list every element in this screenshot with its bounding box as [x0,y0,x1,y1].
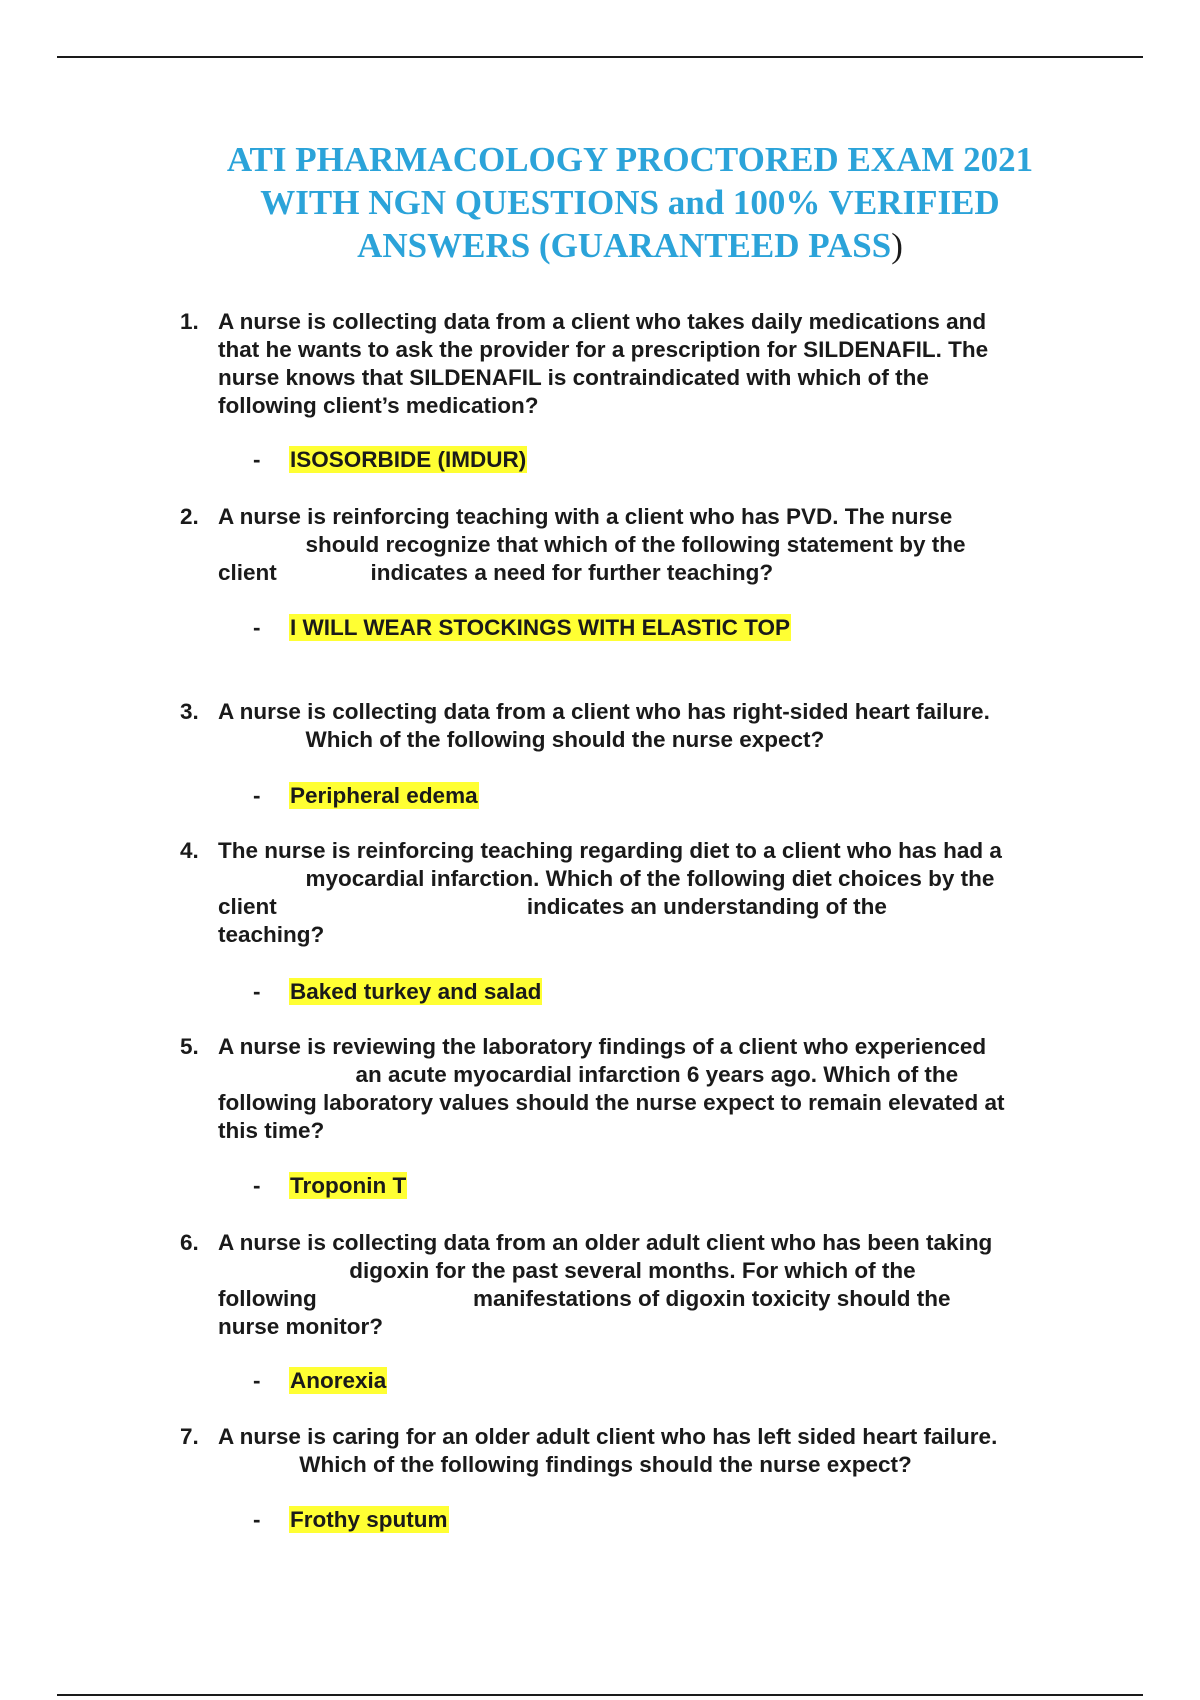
question-number: 5. [180,1034,199,1059]
question-line: A nurse is reviewing the laboratory findings of a client who experienced [218,1034,987,1059]
answer-2 [253,614,791,642]
question-line: Which of the following should the nurse expect? [218,727,825,752]
title-line-text: ANSWERS (GUARANTEED PASS [357,226,892,265]
question-line: A nurse is collecting data from a client who takes daily medications and [218,309,987,334]
answer-3 [253,782,479,810]
question-line: A nurse is reinforcing teaching with a client who has PVD. The nurse [218,504,953,529]
question-5 [180,1033,1080,1145]
question-line: that he wants to ask the provider for a prescription for SILDENAFIL. The [218,337,989,362]
bottom-rule [57,1694,1143,1696]
answer-dash: - [253,615,261,640]
question-line: myocardial infarction. Which of the following diet choices by the [218,866,995,891]
question-line: client indicates a need for further teaching? [218,560,774,585]
question-text [218,503,1080,587]
question-text [218,1423,1080,1479]
question-text [218,1033,1080,1145]
question-line: nurse monitor? [218,1314,384,1339]
question-line: A nurse is collecting data from a client who has right-sided heart failure. [218,699,990,724]
question-text [218,1229,1080,1341]
question-line: an acute myocardial infarction 6 years ago. Which of the [218,1062,959,1087]
answer-7 [253,1506,449,1534]
title-close-paren: ) [891,226,903,265]
answer-dash: - [253,447,261,472]
answer-dash: - [253,1368,261,1393]
question-line: nurse knows that SILDENAFIL is contraindicated with which of the [218,365,929,390]
question-2 [180,503,1080,587]
question-number: 4. [180,838,199,863]
question-line: digoxin for the past several months. For which of the [218,1258,916,1283]
question-1 [180,308,1080,420]
question-text [218,698,1080,754]
answer-dash: - [253,1173,261,1198]
answer-1 [253,446,527,474]
answer-dash: - [253,979,261,1004]
answer-4 [253,978,542,1006]
highlighted-answer: Anorexia [290,1368,387,1393]
question-number: 7. [180,1424,199,1449]
highlighted-answer: ISOSORBIDE (IMDUR) [290,447,527,472]
question-7 [180,1423,1080,1479]
question-number: 2. [180,504,199,529]
title-line [190,224,1070,267]
question-line: A nurse is caring for an older adult client who has left sided heart failure. [218,1424,998,1449]
question-line: following laboratory values should the nurse expect to remain elevated at [218,1090,1005,1115]
question-line: A nurse is collecting data from an older adult client who has been taking [218,1230,993,1255]
highlighted-answer: Baked turkey and salad [290,979,542,1004]
highlighted-answer: Peripheral edema [290,783,478,808]
answer-dash: - [253,1507,261,1532]
question-number: 3. [180,699,199,724]
question-4 [180,837,1080,949]
question-line: following client’s medication? [218,393,539,418]
highlighted-answer: Frothy sputum [290,1507,448,1532]
question-line: teaching? [218,922,325,947]
question-line: this time? [218,1118,325,1143]
answer-dash: - [253,783,261,808]
document-title [190,138,1070,267]
question-number: 6. [180,1230,199,1255]
answer-6 [253,1367,387,1395]
title-line: ATI PHARMACOLOGY PROCTORED EXAM 2021 [226,140,1034,179]
question-3 [180,698,1080,754]
question-line: The nurse is reinforcing teaching regarding diet to a client who has had a [218,838,1002,863]
question-line: should recognize that which of the following statement by the [218,532,966,557]
question-line: Which of the following findings should the nurse expect? [218,1452,912,1477]
title-line: WITH NGN QUESTIONS and 100% VERIFIED [260,183,1000,222]
top-rule [57,56,1143,58]
highlighted-answer: Troponin T [290,1173,407,1198]
question-6 [180,1229,1080,1341]
question-number: 1. [180,309,199,334]
highlighted-answer: I WILL WEAR STOCKINGS WITH ELASTIC TOP [290,615,790,640]
question-text [218,837,1080,949]
question-line: following manifestations of digoxin toxicity should the [218,1286,951,1311]
answer-5 [253,1172,407,1200]
question-text [218,308,1080,420]
question-line: client indicates an understanding of the [218,894,887,919]
